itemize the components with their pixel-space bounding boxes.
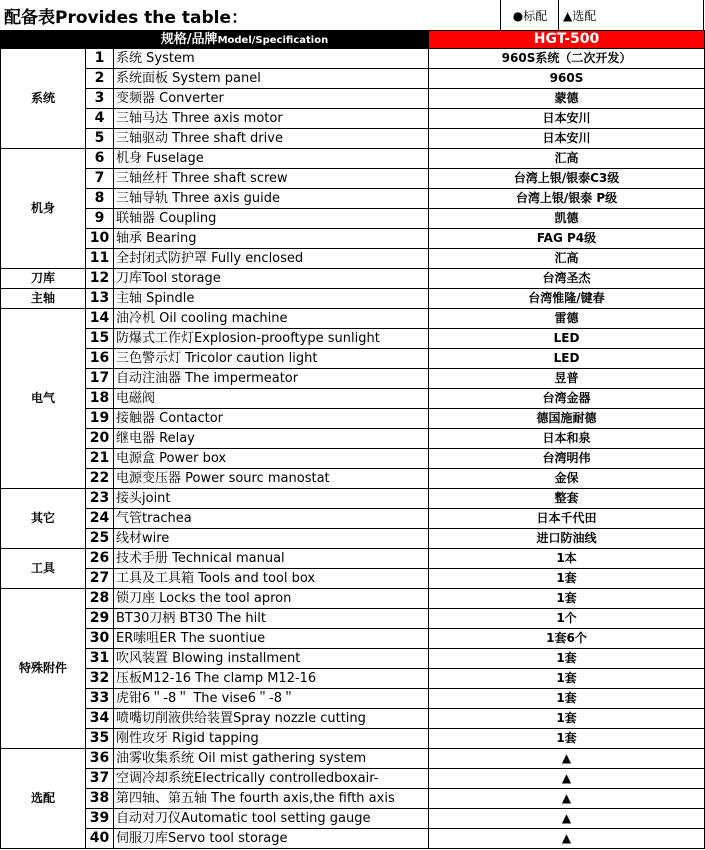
item-value: ▲ [429, 769, 705, 789]
row-number: 13 [86, 289, 114, 309]
item-value: ▲ [429, 789, 705, 809]
item-name: 系统面板 System panel [114, 69, 429, 89]
item-value: 昱普 [429, 369, 705, 389]
table-row [1, 689, 705, 709]
item-name: 刀库Tool storage [114, 269, 429, 289]
spec-header-cell [1, 31, 429, 49]
item-name: 继电器 Relay [114, 429, 429, 449]
row-number: 20 [86, 429, 114, 449]
row-number: 11 [86, 249, 114, 269]
item-value: LED [429, 349, 705, 369]
item-name: 工具及工具箱 Tools and tool box [114, 569, 429, 589]
row-number: 23 [86, 489, 114, 509]
row-number: 28 [86, 589, 114, 609]
item-value: 1套 [429, 569, 705, 589]
item-name: 三轴导轨 Three axis guide [114, 189, 429, 209]
item-name: 主轴 Spindle [114, 289, 429, 309]
item-value: 960S [429, 69, 705, 89]
table-row [1, 129, 705, 149]
category-cell: 电气 [1, 309, 86, 489]
item-value: 960S系统（二次开发） [429, 49, 705, 69]
item-name: 压板M12-16 The clamp M12-16 [114, 669, 429, 689]
item-name: 防爆式工作灯Explosion-prooftype sunlight [114, 329, 429, 349]
row-number: 9 [86, 209, 114, 229]
item-value: 整套 [429, 489, 705, 509]
item-name: 技术手册 Technical manual [114, 549, 429, 569]
item-name: 机身 Fuselage [114, 149, 429, 169]
row-number: 10 [86, 229, 114, 249]
item-name: 虎钳6＂-8＂ The vise6＂-8＂ [114, 689, 429, 709]
item-name: 接触器 Contactor [114, 409, 429, 429]
item-name: 油雾收集系统 Oil mist gathering system [114, 749, 429, 769]
item-name: 联轴器 Coupling [114, 209, 429, 229]
row-number: 24 [86, 509, 114, 529]
row-number: 5 [86, 129, 114, 149]
table-row [1, 489, 705, 509]
item-value: 日本安川 [429, 129, 705, 149]
table-row [1, 309, 705, 329]
item-name: 吹风装置 Blowing installment [114, 649, 429, 669]
item-name: 线材wire [114, 529, 429, 549]
table-row [1, 529, 705, 549]
table-row [1, 349, 705, 369]
item-name: 系统 System [114, 49, 429, 69]
item-name: 油冷机 Oil cooling machine [114, 309, 429, 329]
item-name: 接头joint [114, 489, 429, 509]
legend-standard: ●标配 [500, 0, 559, 30]
table-row [1, 249, 705, 269]
item-value: LED [429, 329, 705, 349]
item-value: 1套 [429, 729, 705, 749]
item-name: 三轴马达 Three axis motor [114, 109, 429, 129]
item-name: 气管trachea [114, 509, 429, 529]
item-value: 汇高 [429, 149, 705, 169]
item-value: FAG P4级 [429, 229, 705, 249]
row-number: 39 [86, 809, 114, 829]
table-row [1, 769, 705, 789]
row-number: 2 [86, 69, 114, 89]
row-number: 34 [86, 709, 114, 729]
item-name: 自动对刀仪Automatic tool setting gauge [114, 809, 429, 829]
row-number: 31 [86, 649, 114, 669]
row-number: 8 [86, 189, 114, 209]
item-value: 1本 [429, 549, 705, 569]
item-name: 电源变压器 Power sourc manostat [114, 469, 429, 489]
row-number: 7 [86, 169, 114, 189]
spec-header-cn: 规格/品牌 [160, 31, 218, 47]
table-row [1, 469, 705, 489]
item-value: 雷德 [429, 309, 705, 329]
item-value: 1套 [429, 649, 705, 669]
item-value: 台湾上银/银泰C3级 [429, 169, 705, 189]
sheet-header [0, 0, 705, 30]
table-row [1, 409, 705, 429]
item-value: 1套 [429, 709, 705, 729]
table-row [1, 509, 705, 529]
item-name: 变频器 Converter [114, 89, 429, 109]
table-row [1, 609, 705, 629]
table-row [1, 809, 705, 829]
item-value: 1套 [429, 589, 705, 609]
item-value: 1套6个 [429, 629, 705, 649]
item-value: 台湾金器 [429, 389, 705, 409]
table-row [1, 709, 705, 729]
item-value: 蒙德 [429, 89, 705, 109]
category-cell: 机身 [1, 149, 86, 269]
row-number: 38 [86, 789, 114, 809]
item-value: ▲ [429, 809, 705, 829]
item-value: 台湾圣杰 [429, 269, 705, 289]
row-number: 27 [86, 569, 114, 589]
row-number: 6 [86, 149, 114, 169]
item-name: 三色警示灯 Tricolor caution light [114, 349, 429, 369]
table-row [1, 389, 705, 409]
item-value: ▲ [429, 829, 705, 849]
table-row [1, 209, 705, 229]
item-value: ▲ [429, 749, 705, 769]
item-value: 1个 [429, 609, 705, 629]
category-cell: 特殊附件 [1, 589, 86, 749]
table-row [1, 149, 705, 169]
page-title: 配备表Provides the table： [4, 8, 248, 28]
table-row [1, 729, 705, 749]
item-value: 台湾上银/银泰 P级 [429, 189, 705, 209]
table-row [1, 789, 705, 809]
row-number: 26 [86, 549, 114, 569]
table-row [1, 329, 705, 349]
category-cell: 其它 [1, 489, 86, 549]
row-number: 35 [86, 729, 114, 749]
row-number: 1 [86, 49, 114, 69]
item-value: 台湾惟隆/键春 [429, 289, 705, 309]
row-number: 18 [86, 389, 114, 409]
item-value: 德国施耐德 [429, 409, 705, 429]
item-value: 金保 [429, 469, 705, 489]
item-name: 伺服刀库Servo tool storage [114, 829, 429, 849]
item-value: 进口防油线 [429, 529, 705, 549]
row-number: 40 [86, 829, 114, 849]
table-row [1, 169, 705, 189]
item-value: 日本和泉 [429, 429, 705, 449]
row-number: 33 [86, 689, 114, 709]
item-name: 电源盒 Power box [114, 449, 429, 469]
item-name: 刚性攻牙 Rigid tapping [114, 729, 429, 749]
item-name: 轴承 Bearing [114, 229, 429, 249]
table-row [1, 89, 705, 109]
row-number: 29 [86, 609, 114, 629]
config-table [0, 30, 705, 849]
table-row [1, 669, 705, 689]
table-row [1, 109, 705, 129]
row-number: 37 [86, 769, 114, 789]
item-value: 凯德 [429, 209, 705, 229]
table-row [1, 569, 705, 589]
row-number: 36 [86, 749, 114, 769]
table-row [1, 649, 705, 669]
table-row [1, 49, 705, 69]
item-name: 三轴丝杆 Three shaft screw [114, 169, 429, 189]
item-name: 电磁阀 [114, 389, 429, 409]
item-name: 第四轴、第五轴 The fourth axis,the fifth axis [114, 789, 429, 809]
item-name: 喷嘴切削液供给装置Spray nozzle cutting [114, 709, 429, 729]
table-row [1, 829, 705, 849]
table-row [1, 289, 705, 309]
row-number: 25 [86, 529, 114, 549]
spec-header-en: Model/Specification [217, 34, 329, 46]
item-value: 台湾明伟 [429, 449, 705, 469]
row-number: 14 [86, 309, 114, 329]
category-cell: 选配 [1, 749, 86, 849]
table-row [1, 629, 705, 649]
item-name: ER嗦咀ER The suontiue [114, 629, 429, 649]
item-value: 1套 [429, 689, 705, 709]
row-number: 3 [86, 89, 114, 109]
table-row [1, 549, 705, 569]
item-name: BT30刀柄 BT30 The hilt [114, 609, 429, 629]
table-row [1, 69, 705, 89]
row-number: 12 [86, 269, 114, 289]
item-value: 日本安川 [429, 109, 705, 129]
row-number: 21 [86, 449, 114, 469]
item-name: 三轴驱动 Three shaft drive [114, 129, 429, 149]
row-number: 19 [86, 409, 114, 429]
table-row [1, 269, 705, 289]
category-cell: 工具 [1, 549, 86, 589]
category-cell: 主轴 [1, 289, 86, 309]
model-header: HGT-500 [429, 31, 705, 49]
row-number: 4 [86, 109, 114, 129]
table-row [1, 429, 705, 449]
item-name: 空调冷却系统Electrically controlledboxair- [114, 769, 429, 789]
table-header-row [1, 31, 705, 49]
row-number: 16 [86, 349, 114, 369]
table-row [1, 189, 705, 209]
category-cell: 系统 [1, 49, 86, 149]
item-name: 锁刀座 Locks the tool apron [114, 589, 429, 609]
item-name: 全封闭式防护罩 Fully enclosed [114, 249, 429, 269]
table-row [1, 449, 705, 469]
row-number: 22 [86, 469, 114, 489]
legend-optional: ▲选配 [558, 0, 704, 30]
item-value: 日本千代田 [429, 509, 705, 529]
row-number: 15 [86, 329, 114, 349]
category-cell: 刀库 [1, 269, 86, 289]
table-row [1, 229, 705, 249]
table-row [1, 589, 705, 609]
item-value: 汇高 [429, 249, 705, 269]
row-number: 30 [86, 629, 114, 649]
table-row [1, 749, 705, 769]
table-row [1, 369, 705, 389]
row-number: 32 [86, 669, 114, 689]
row-number: 17 [86, 369, 114, 389]
item-value: 1套 [429, 669, 705, 689]
item-name: 自动注油器 The impermeator [114, 369, 429, 389]
